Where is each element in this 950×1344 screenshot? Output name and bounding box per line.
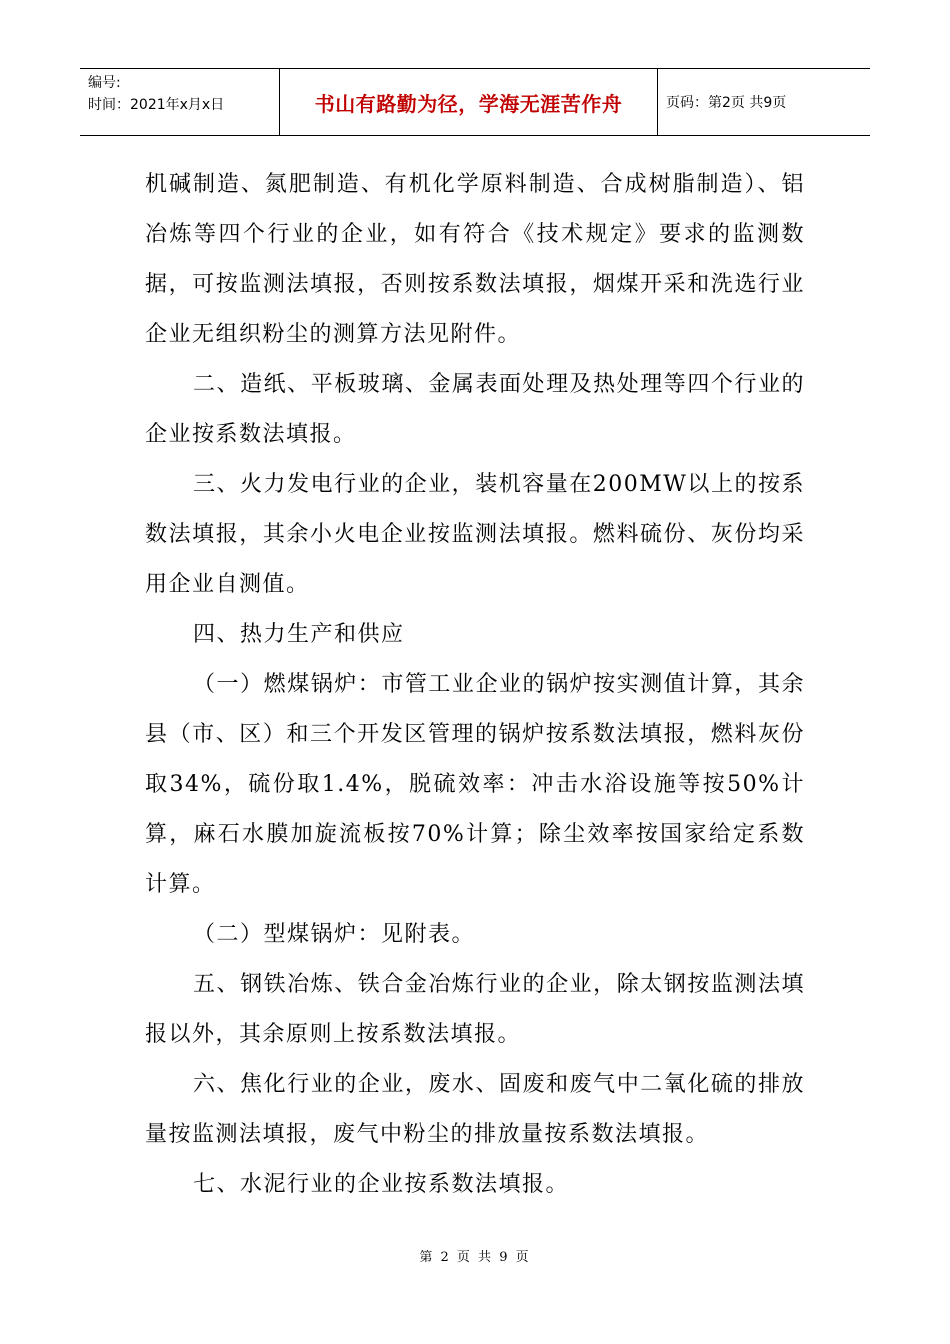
paragraph-item-5: 五、钢铁冶炼、铁合金冶炼行业的企业，除太钢按监测法填报以外，其余原则上按系数法填报。 [145,972,805,1047]
header-meta [80,69,280,135]
paragraph-item-4-1: （一）燃煤锅炉：市管工业企业的锅炉按实测值计算，其余县（市、区）和三个开发区管理的锅炉按系数法填报，燃料灰份取34%，硫份取1.4%，脱硫效率：冲击水浴设施等按50%计算，麻石水膜加旋流板按70%计算；除尘效率按国家给定系数计算。 [145,672,805,897]
paragraph-item-6: 六、焦化行业的企业，废水、固废和废气中二氧化硫的排放量按监测法填报，废气中粉尘的排放量按系数法填报。 [145,1072,805,1147]
paragraph-item-2: 二、造纸、平板玻璃、金属表面处理及热处理等四个行业的企业按系数法填报。 [145,372,805,447]
paragraph-item-4-heading: 四、热力生产和供应 [193,622,405,647]
page-footer: 第 2 页 共 9 页 [419,1250,531,1265]
header-motto: 书山有路勤为径，学海无涯苦作舟 [280,69,658,135]
paragraph-item-3: 三、火力发电行业的企业，装机容量在200MW以上的按系数法填报，其余小火电企业按监测法填报。燃料硫份、灰份均采用企业自测值。 [145,472,805,597]
header-page-code: 页码：第2页 共9页 [666,95,787,111]
paragraph-item-7: 七、水泥行业的企业按系数法填报。 [193,1172,570,1197]
page-header [80,68,870,136]
document-body [145,160,805,1210]
document-number-label: 编号: [88,75,121,91]
document-time-label: 时间：2021年x月x日 [88,97,225,113]
paragraph-continuation: 机碱制造、氮肥制造、有机化学原料制造、合成树脂制造）、铝冶炼等四个行业的企业，如有符合《技术规定》要求的监测数据，可按监测法填报，否则按系数法填报，烟煤开采和洗选行业企业无组织粉尘的测算方法见附件。 [145,172,805,347]
paragraph-item-4-2: （二）型煤锅炉：见附表。 [193,922,476,947]
